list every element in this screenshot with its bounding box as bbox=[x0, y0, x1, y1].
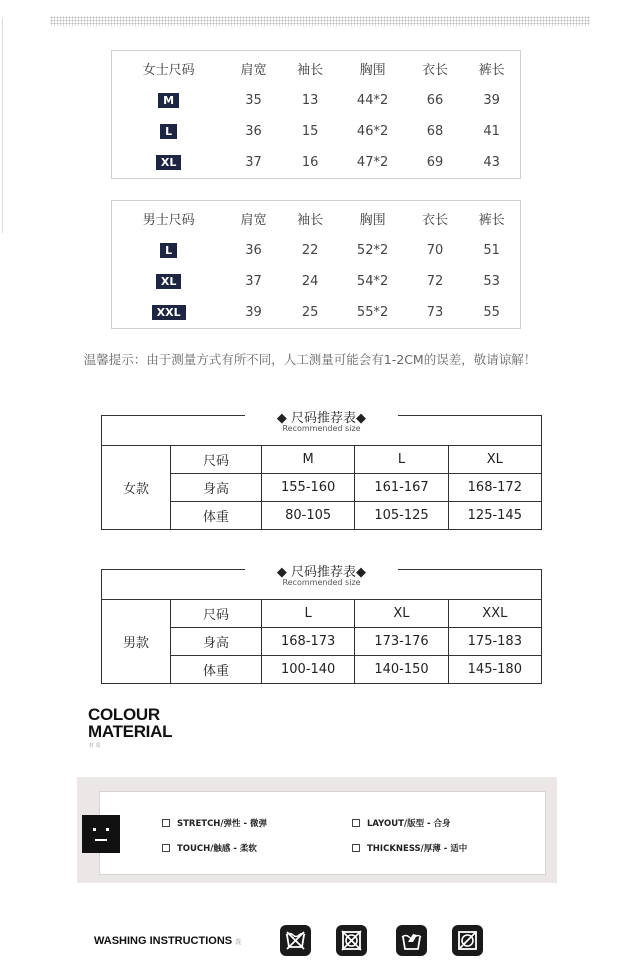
table-cell: 105-125 bbox=[355, 502, 448, 530]
material-panel bbox=[77, 777, 557, 883]
table-cell: 51 bbox=[483, 243, 500, 258]
measurement-tip: 温馨提示：由于测量方式有所不同，人工测量可能会有1-2CM的误差，敬请谅解！ bbox=[83, 352, 537, 367]
women-size-table bbox=[111, 50, 521, 179]
mouth bbox=[95, 839, 107, 841]
table-cell: 36 bbox=[245, 243, 262, 258]
table-cell: 35 bbox=[245, 93, 262, 108]
size-tag: L bbox=[160, 243, 177, 258]
table-cell: 37 bbox=[245, 155, 262, 170]
size-tag: M bbox=[158, 93, 179, 108]
table-cell: 39 bbox=[245, 305, 262, 320]
checkbox-icon bbox=[162, 819, 170, 827]
material-prop-thickness bbox=[352, 842, 467, 854]
hand-wash-icon bbox=[396, 925, 427, 956]
table-row bbox=[112, 147, 520, 178]
men-size-table bbox=[111, 200, 521, 329]
table-row bbox=[112, 297, 520, 328]
table-cell: 168-172 bbox=[448, 474, 541, 502]
table-cell: 52*2 bbox=[356, 243, 389, 258]
table-cell: 47*2 bbox=[356, 155, 389, 170]
material-prop-layout bbox=[352, 817, 451, 829]
table-row bbox=[112, 116, 520, 147]
table-cell: XL bbox=[448, 446, 541, 474]
recommend-title: ◆ 尺码推荐表◆ bbox=[276, 565, 367, 580]
table-cell: 168-173 bbox=[262, 628, 355, 656]
table-cell: 体重 bbox=[171, 502, 262, 530]
table-cell: 68 bbox=[426, 124, 444, 139]
table-cell: 24 bbox=[301, 274, 319, 289]
size-tag: XXL bbox=[152, 305, 186, 320]
material-inner bbox=[99, 791, 546, 875]
no-wash-icon bbox=[280, 925, 311, 956]
colour-material-title bbox=[88, 706, 172, 740]
prop-label: TOUCH/触感 - 柔软 bbox=[177, 844, 257, 854]
no-dry-clean-icon bbox=[452, 925, 483, 956]
material-prop-touch bbox=[162, 842, 257, 854]
table-cell: XL bbox=[355, 600, 448, 628]
header-cell: 肩宽 bbox=[240, 212, 267, 228]
table-cell: 55*2 bbox=[356, 305, 389, 320]
table-cell: 125-145 bbox=[448, 502, 541, 530]
table-cell: 16 bbox=[301, 155, 319, 170]
checkbox-icon bbox=[162, 844, 170, 852]
table-row bbox=[112, 266, 520, 297]
header-cell: 袖长 bbox=[297, 62, 324, 78]
size-tag: XL bbox=[156, 155, 182, 170]
table-cell: 53 bbox=[483, 274, 500, 289]
checkbox-icon bbox=[352, 844, 360, 852]
men-recommend-table bbox=[101, 565, 542, 684]
table-cell: 22 bbox=[301, 243, 319, 258]
recommend-subtitle: Recommended size bbox=[282, 578, 361, 587]
washing-title-text: WASHING INSTRUCTIONS bbox=[94, 935, 233, 947]
table-cell: 尺码 bbox=[171, 446, 262, 474]
header-cell: 肩宽 bbox=[240, 62, 267, 78]
prop-label: THICKNESS/厚薄 - 适中 bbox=[367, 844, 468, 854]
table-cell: 80-105 bbox=[262, 502, 355, 530]
table-cell: 175-183 bbox=[448, 628, 541, 656]
header-cell: 袖长 bbox=[297, 212, 324, 228]
table-cell: 13 bbox=[301, 93, 319, 108]
material-subtitle: 材 质 bbox=[89, 743, 101, 749]
table-cell: 46*2 bbox=[356, 124, 389, 139]
header-cell: 衣长 bbox=[421, 212, 448, 228]
prop-label: LAYOUT/版型 - 合身 bbox=[367, 819, 451, 829]
group-label: 男款 bbox=[102, 600, 171, 684]
table-cell: 41 bbox=[483, 124, 500, 139]
group-label: 女款 bbox=[102, 446, 171, 530]
table-cell: 43 bbox=[483, 155, 500, 170]
women-recommend-table bbox=[101, 411, 542, 530]
table-cell: L bbox=[355, 446, 448, 474]
table-cell: 44*2 bbox=[356, 93, 389, 108]
title-line: COLOUR bbox=[88, 705, 160, 724]
table-cell: 100-140 bbox=[262, 656, 355, 684]
table-cell: 37 bbox=[245, 274, 262, 289]
recommend-title: ◆ 尺码推荐表◆ bbox=[276, 411, 367, 426]
prop-label: STRETCH/弹性 - 微弹 bbox=[177, 819, 267, 829]
size-tag: XL bbox=[156, 274, 182, 289]
table-cell: 尺码 bbox=[171, 600, 262, 628]
table-cell: M bbox=[262, 446, 355, 474]
table-cell: 69 bbox=[426, 155, 444, 170]
checkbox-icon bbox=[352, 819, 360, 827]
table-cell: 173-176 bbox=[355, 628, 448, 656]
header-cell: 胸围 bbox=[359, 212, 386, 228]
material-prop-stretch bbox=[162, 817, 267, 829]
table-cell: 70 bbox=[426, 243, 444, 258]
table-cell: 39 bbox=[483, 93, 500, 108]
table-cell: 161-167 bbox=[355, 474, 448, 502]
table-cell: 73 bbox=[426, 305, 444, 320]
title-line: MATERIAL bbox=[88, 722, 173, 741]
table-cell: 72 bbox=[426, 274, 444, 289]
header-cell: 男士尺码 bbox=[142, 212, 195, 228]
washing-title bbox=[94, 935, 241, 947]
header-cell: 裤长 bbox=[478, 62, 505, 78]
table-cell: 155-160 bbox=[262, 474, 355, 502]
header-cell: 胸围 bbox=[359, 62, 386, 78]
face-icon bbox=[82, 815, 120, 853]
eye bbox=[106, 828, 109, 831]
table-cell: 55 bbox=[483, 305, 500, 320]
table-cell: 体重 bbox=[171, 656, 262, 684]
size-tag: L bbox=[160, 124, 177, 139]
table-cell: 54*2 bbox=[356, 274, 389, 289]
header-cell: 衣长 bbox=[421, 62, 448, 78]
table-cell: 15 bbox=[301, 124, 319, 139]
header-cell: 裤长 bbox=[478, 212, 505, 228]
washing-title-small: 洗 bbox=[235, 940, 242, 946]
table-cell: 140-150 bbox=[355, 656, 448, 684]
table-row bbox=[112, 235, 520, 266]
table-cell: 36 bbox=[245, 124, 262, 139]
table-cell: 身高 bbox=[171, 474, 262, 502]
table-cell: 身高 bbox=[171, 628, 262, 656]
recommend-subtitle: Recommended size bbox=[282, 424, 361, 433]
table-cell: 145-180 bbox=[448, 656, 541, 684]
no-tumble-dry-icon bbox=[336, 925, 367, 956]
table-row bbox=[112, 85, 520, 116]
recommend-header bbox=[101, 565, 542, 599]
eye bbox=[93, 828, 96, 831]
table-cell: 66 bbox=[426, 93, 444, 108]
recommend-header bbox=[101, 411, 542, 445]
table-cell: XXL bbox=[448, 600, 541, 628]
table-cell: L bbox=[262, 600, 355, 628]
table-cell: 25 bbox=[301, 305, 319, 320]
header-cell: 女士尺码 bbox=[142, 62, 195, 78]
dotted-divider bbox=[50, 16, 590, 26]
left-edge-line bbox=[2, 18, 3, 233]
